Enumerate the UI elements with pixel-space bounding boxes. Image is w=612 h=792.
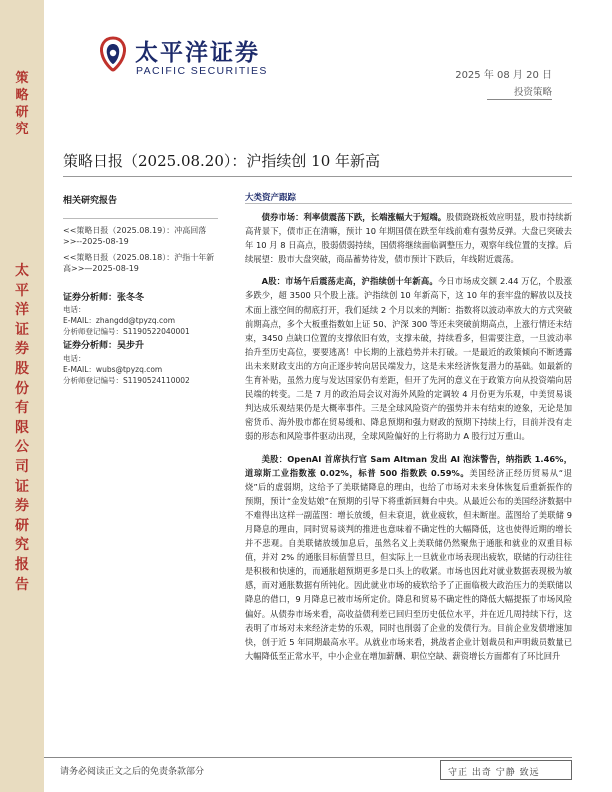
paragraph-text: 美国经济正经历贸易从“退烧”后的虚弱期，这给予了美联储降息的理由，也给了市场对未来身体恢复后重新振作的预期，预计“金发姑娘”在预期的引导下将重新回舞台中央。从最近公布的美国经济数据中不难得出这样一副蓝图：增长放缓，但未衰退，就业疲软，但未断崖。蓝图给了美联储 9 月降息的理由，同时贸易谈判的推进也意味着不确定性的大幅降低，这也使得近期的增长并不悲观。自美联储放缓加息后，虽然名义上美联储仍然聚焦于通胀和就业的双重目标值，并对 2% 的通胀目标值誓旦旦，但实际上一旦就业市场表现出疲软，联储的行动往往是积极和快速的，而通胀超预期更多是口头上的收紧。市场也因此对就业数据表现极为敏感，而对通胀数据有所钝化。因此就业市场的疲软给予了正面临极大政治压力的美联储以降息的借口，9 月降息已被市场所定价。降息和贸易不确定性的降低大幅提振了市场风险偏好。从债券市场来看，高收益债利差已回归至历史低位水平，并在近几周持续下行，这表明了市场对未来经济走势的乐观，同时也削弱了企业的发债行为。目前企业发债增速加快，创于近 5 年同期最高水平。从就业市场来看，挑战者企业计划裁员和声明裁员数量已大幅降低至正常水平，中小企业在增加薪酬、职位空缺、薪资增长方面都有了环比回升 bbox=[245, 467, 572, 661]
company-logo-icon bbox=[98, 36, 128, 72]
analyst-name: 证券分析师：张冬冬 bbox=[63, 292, 145, 303]
report-body bbox=[245, 210, 572, 671]
paragraph-lead: 美股：OpenAI 首席执行官 Sam Altman 发出 AI 泡沫警告，纳指跌 1.46%，道琼斯工业指数涨 0.02%，标普 500 指数跌 0.59%。 bbox=[245, 453, 572, 478]
a-share-paragraph bbox=[245, 274, 572, 443]
us-stock-paragraph bbox=[245, 452, 572, 663]
paragraph-lead: A股：市场午后震荡走高，沪指续创十年新高。 bbox=[261, 276, 438, 287]
related-reports-heading: 相关研究报告 bbox=[63, 196, 118, 206]
section-divider bbox=[245, 203, 572, 204]
analyst-phone: 电话： bbox=[63, 353, 86, 363]
footer-disclaimer: 请务必阅读正文之后的免责条款部分 bbox=[60, 767, 205, 777]
paragraph-text: 股债跷跷板效应明显，股市持续新高背景下，债市正在清嘛，预计 10 年期国债在跌至年线前难有强势反弹。大盘已突破去年 10 月 8 日高点，股弱债弱持续，国债将继续面临调整压力，观察年线位置的支撑。后续展望：股市大盘突破，商品蓄势待发，债市预计下跌后，年线附近震荡。 bbox=[245, 212, 572, 265]
analyst-email[interactable]: E-MAIL：zhangdd@tpyzq.com bbox=[63, 316, 175, 325]
analyst-name: 证券分析师：吴步升 bbox=[63, 341, 145, 351]
related-report-link[interactable]: <<策略日报（2025.08.19）：冲高回落>>--2025-08-19 bbox=[63, 225, 207, 246]
analyst-email[interactable]: E-MAIL：wubs@tpyzq.com bbox=[63, 364, 163, 374]
footer-divider bbox=[44, 757, 572, 758]
related-report-link[interactable]: <<策略日报（2025.08.18）：沪指十年新高>>—2025-08-19 bbox=[63, 252, 215, 273]
footer-motto: 守正 出奇 宁静 致远 bbox=[448, 768, 540, 778]
analyst-cert: 分析师登记编号：S1190524110002 bbox=[63, 375, 190, 385]
left-column bbox=[63, 196, 218, 386]
report-title: 策略日报（2025.08.20）：沪指续创 10 年新高 bbox=[63, 152, 381, 170]
report-category: 投资策略 bbox=[513, 87, 552, 98]
section-heading: 大类资产跟踪 bbox=[245, 193, 297, 203]
report-date: 2025 年 08 月 20 日 bbox=[455, 70, 552, 81]
analyst-phone: 电话： bbox=[63, 305, 86, 314]
analyst-block bbox=[63, 341, 218, 386]
sidebar-company-label: 太平洋证券股份有限公司证券研究报告 bbox=[15, 263, 29, 593]
paragraph-lead: 债券市场：利率债震荡下跌，长端涨幅大于短端。 bbox=[261, 212, 447, 222]
sidebar-category-label: 策略研究 bbox=[15, 71, 29, 137]
analyst-cert: 分析师登记编号：S1190522040001 bbox=[63, 327, 190, 336]
header-divider bbox=[487, 99, 552, 100]
related-reports-divider bbox=[63, 218, 218, 219]
logo-chinese-name: 太平洋证券 bbox=[135, 39, 260, 65]
title-divider bbox=[63, 176, 572, 177]
paragraph-text: 今日市场成交额 2.44 万亿，个股涨多跌少，超 3500 只个股上涨。沪指续创 10 年新高下，这 10 年的套牢盘的解放以及技术面上涨空间的彻底打开，我们延续 2 个月以来的判断：指数将以波动率放大的方式突破前期高点，多个大板重指数如上证 50、沪深 300 等还未突破前期高点，上涨行情还未结束，3450 点缺口位置的支撑依旧有效，支撑未破，持续看多，但需要注意，一旦波动率抬升至历史高位，要要逃离！中长期的上涨趋势并未打破。一是最近的政策倾向不断透露出未来财政支出的方向正逐步转向居民端发力，这是未来经济恢复潜力的基础。如最新的生育补贴，虽然力度与发达国家仍有差距，但开了先河的意义在于政策方向从投资端向居民端的转变。二是 7 月的政治局会议对海外风险的定调较 4 月份更为乐观，中美贸易谈判达成乐观结果仍是大概率事件。三是全球风险资产的强势并未有结束的迹象，无论是加密货币、海外股市都在贸易缓和、降息预期和强力财政的预期下持续上行，目前并没有走弱的形态和风险事件驱动出现，全球风险偏好的上行将助力 A 股行过万重山。 bbox=[245, 276, 572, 442]
analyst-block bbox=[63, 293, 218, 338]
logo-english-name: PACIFIC SECURITIES bbox=[136, 65, 268, 77]
bond-market-paragraph bbox=[245, 210, 572, 266]
